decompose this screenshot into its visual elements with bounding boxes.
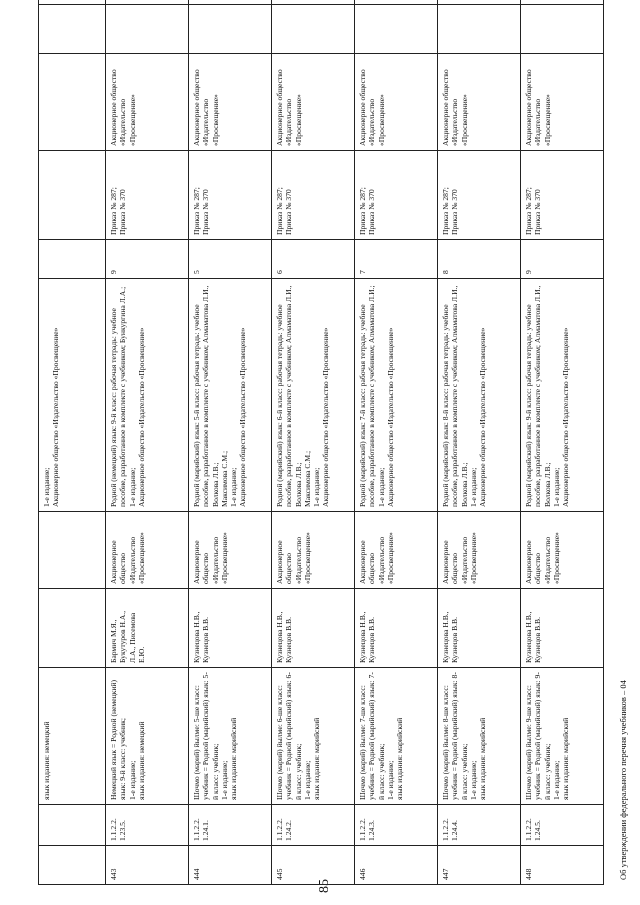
cell-organization: Акционерное общество «Издательство «Просвещение» xyxy=(106,54,189,151)
cell-title: Шочмо (марий) йылме: 7-ше класс: учебник = Родной (марийский) язык: 7-й класс: учебник; 1-е издание; язык издания: марийский xyxy=(355,668,438,805)
cell-organization: Акционерное общество «Издательство «Просвещение» xyxy=(521,54,604,151)
cell-order: Приказ № 287; Приказ № 370 xyxy=(189,151,272,240)
cell-code: 1.1.2.2. 1.24.3. xyxy=(355,805,438,846)
cell-empty xyxy=(272,5,355,54)
cell-title: Шочмо (марий) йылме: 8-ше класс: учебник = Родной (марийский) язык: 8-й класс: учебник; 1-е издание; язык издания: марийский xyxy=(438,668,521,805)
cell-title: Шочмо (марий) йылме: 6-ше класс: учебник = Родной (марийский) язык: 6-й класс: учебник; 1-е издание; язык издания: марийский xyxy=(272,668,355,805)
table-row-continuation xyxy=(39,0,106,885)
cell-publisher: Акционерное общество «Издательство «Просвещение» xyxy=(438,512,521,589)
table-row xyxy=(355,0,438,885)
cell-number: 448 xyxy=(521,846,604,885)
cell-empty xyxy=(355,5,438,54)
cell-limit xyxy=(438,0,521,5)
cell-code: 1.1.2.2. 1.24.1. xyxy=(189,805,272,846)
cell-number: 447 xyxy=(438,846,521,885)
cell-order: Приказ № 287; Приказ № 370 xyxy=(521,151,604,240)
cell-organization: Акционерное общество «Издательство «Просвещение» xyxy=(355,54,438,151)
cell-extra: Родной (марийский) язык: 8-й класс: рабочая тетрадь: учебное пособие, разработанное в комплекте с учебником; Алмаматова Л.И., Волкова Л.В.; 1-е издание; Акционерное общество «Издательство «Просвещение» xyxy=(438,279,521,512)
cell-order: Приказ № 287; Приказ № 370 xyxy=(355,151,438,240)
table-row xyxy=(521,0,604,885)
cell-order: Приказ № 287; Приказ № 370 xyxy=(106,151,189,240)
cell-authors: Кузнецова Н.В., Кузнецов В.В. xyxy=(438,589,521,668)
cell-code: 1.1.2.2. 1.24.4. xyxy=(438,805,521,846)
cell-limit xyxy=(272,0,355,5)
cell-grade: 6 xyxy=(272,240,355,279)
cell-title: Шочмо (марий) йылме: 9-ше класс: учебник = Родной (марийский) язык: 9-й класс: учебник; 1-е издание; язык издания: марийский xyxy=(521,668,604,805)
cell-title: язык издания: немецкий xyxy=(39,668,106,805)
cell-authors: Кузнецова Н.В., Кузнецов В.В. xyxy=(189,589,272,668)
table-row xyxy=(438,0,521,885)
cell-empty xyxy=(106,5,189,54)
cell-order: Приказ № 287; Приказ № 370 xyxy=(438,151,521,240)
cell-empty xyxy=(521,5,604,54)
page-number: 85 xyxy=(317,879,332,893)
cell-title: Немецкий язык = Родной (немецкий) язык: 9-й класс: учебник; 1-е издание; язык издания: немецкий xyxy=(106,668,189,805)
cell-grade: 7 xyxy=(355,240,438,279)
textbook-table xyxy=(38,0,604,885)
cell-organization: Акционерное общество «Издательство «Просвещение» xyxy=(272,54,355,151)
cell-publisher: Акционерное общество «Издательство «Просвещение» xyxy=(189,512,272,589)
cell-organization: Акционерное общество «Издательство «Просвещение» xyxy=(189,54,272,151)
cell-extra: Родной (марийский) язык: 5-й класс: рабочая тетрадь: учебное пособие, разработанное в комплекте с учебником; Алмаматова Л.И., Волкова Л.В.; Максимова С.М.; 1-е издание; Акционерное общество «Издательство «Просвещение» xyxy=(189,279,272,512)
cell-publisher: Акционерное общество «Издательство «Просвещение» xyxy=(355,512,438,589)
cell-publisher: Акционерное общество «Издательство «Просвещение» xyxy=(272,512,355,589)
table-row xyxy=(106,0,189,885)
footer xyxy=(618,20,632,890)
cell-extra: Родной (марийский) язык: 9-й класс: рабочая тетрадь: учебное пособие, разработанное в комплекте с учебником; Алмаматова Л.И., Волкова Л.В.; 1-е издание; Акционерное общество «Издательство «Просвещение» xyxy=(521,279,604,512)
cell-publisher: Акционерное общество «Издательство «Просвещение» xyxy=(106,512,189,589)
cell-limit xyxy=(189,0,272,5)
cell-number: 443 xyxy=(106,846,189,885)
table-row xyxy=(189,0,272,885)
rotated-table-wrapper xyxy=(38,25,608,885)
cell-number: 446 xyxy=(355,846,438,885)
cell-organization: Акционерное общество «Издательство «Просвещение» xyxy=(438,54,521,151)
cell-publisher: Акционерное общество «Издательство «Просвещение» xyxy=(521,512,604,589)
cell-grade: 8 xyxy=(438,240,521,279)
cell-empty xyxy=(189,5,272,54)
cell-code: 1.1.2.2. 1.24.5. xyxy=(521,805,604,846)
footer-text: Об утверждении федерального перечня учебников – 04 xyxy=(618,680,628,880)
cell-grade: 5 xyxy=(189,240,272,279)
cell-limit xyxy=(521,0,604,5)
cell-extra: Родной (марийский) язык: 7-й класс: рабочая тетрадь: учебное пособие, разработанное в комплекте с учебником; Алмаматова Л.И.; 1-е издание; Акционерное общество «Издательство «Просвещение» xyxy=(355,279,438,512)
cell-extra: 1-е издание; Акционерное общество «Издательство «Просвещение» xyxy=(39,279,106,512)
cell-grade: 9 xyxy=(521,240,604,279)
cell-code: 1.1.2.2. 1.24.2. xyxy=(272,805,355,846)
cell-empty xyxy=(438,5,521,54)
cell-number: 445 xyxy=(272,846,355,885)
cell-authors: Кузнецова Н.В., Кузнецов В.В. xyxy=(272,589,355,668)
cell-limit xyxy=(355,0,438,5)
cell-extra: Родной (марийский) язык: 6-й класс: рабочая тетрадь: учебное пособие, разработанное в комплекте с учебником; Алмаматова Л.И., Волкова Л.В.; Максимова С.М.; 1-е издание; Акционерное общество «Издательство «Просвещение» xyxy=(272,279,355,512)
cell-limit xyxy=(106,0,189,5)
cell-authors: Кузнецова Н.В., Кузнецов В.В. xyxy=(521,589,604,668)
cell-authors: Бармич М.Я., Букутуров Н.А., Л.А., Писемова Е.Ю. xyxy=(106,589,189,668)
cell-number: 444 xyxy=(189,846,272,885)
cell-title: Шочмо (марий) йылме: 5-ше класс: учебник = Родной (марийский) язык: 5-й класс: учебник; 1-е издание; язык издания: марийский xyxy=(189,668,272,805)
cell-order: Приказ № 287; Приказ № 370 xyxy=(272,151,355,240)
cell-grade: 9 xyxy=(106,240,189,279)
cell-code: 1.1.2.2. 1.23.5. xyxy=(106,805,189,846)
cell-authors: Кузнецова Н.В., Кузнецов В.В. xyxy=(355,589,438,668)
cell-extra: Родной (немецкий) язык: 9-й класс: рабочая тетрадь: учебное пособие, разработанное в комплекте с учебником; Бункургина Л.А.; 1-е издание; Акционерное общество «Издательство «Просвещение» xyxy=(106,279,189,512)
table-row xyxy=(272,0,355,885)
